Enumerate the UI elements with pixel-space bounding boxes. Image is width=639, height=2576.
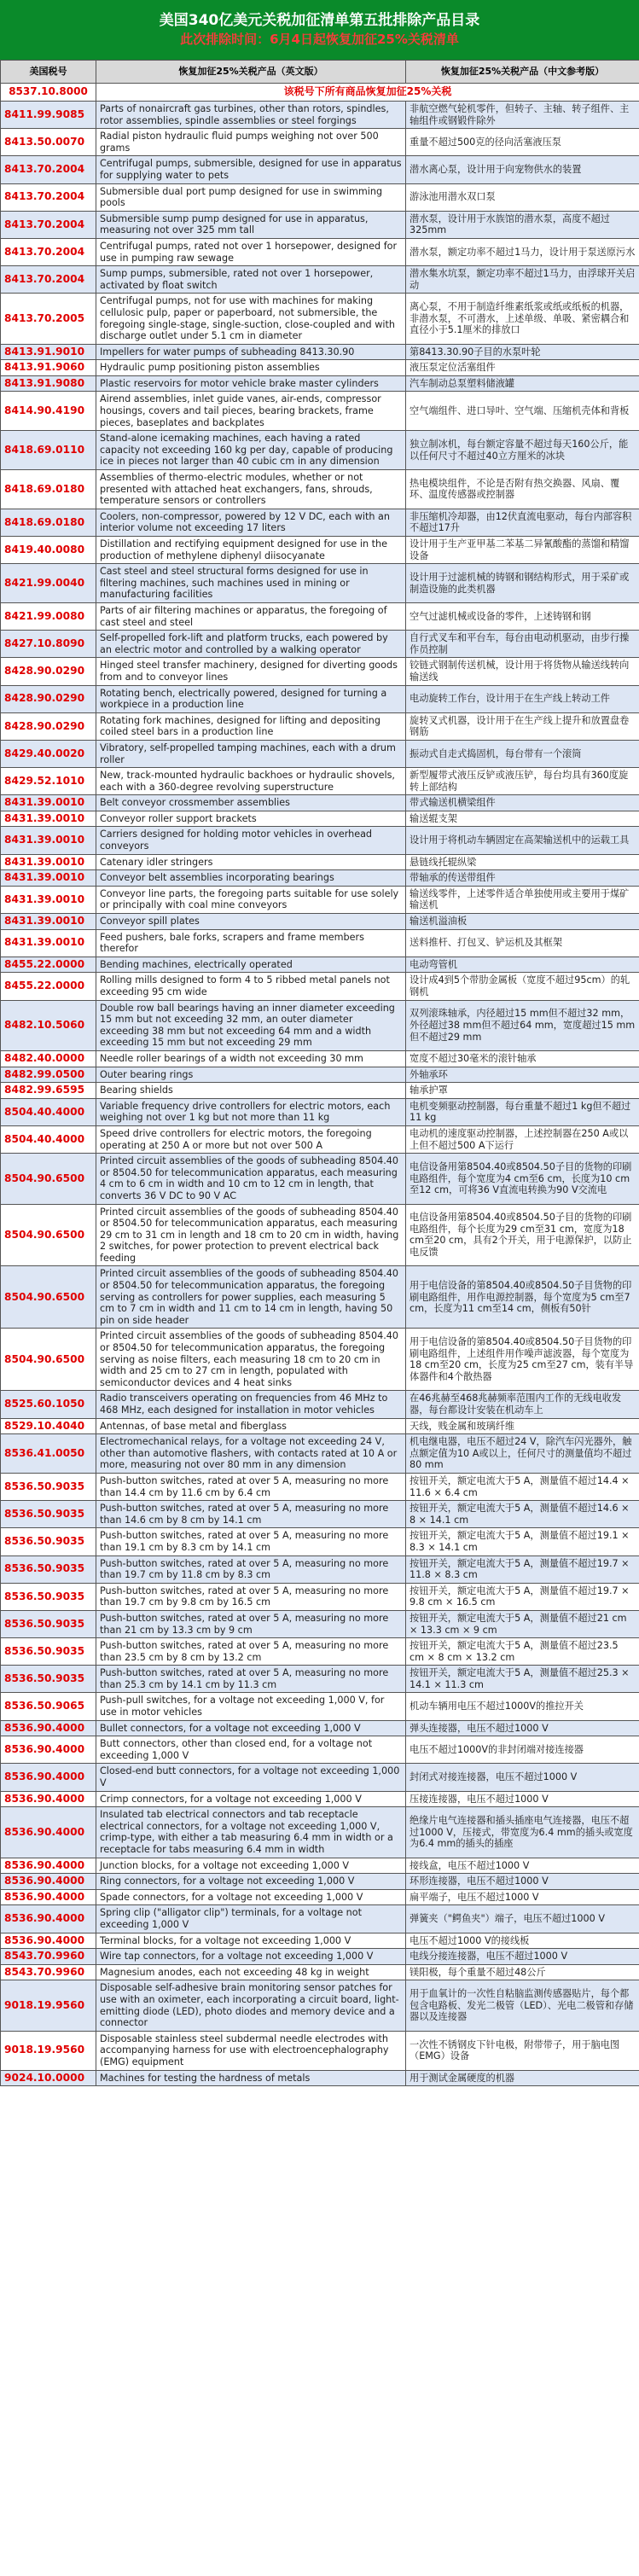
product-english-cell: Closed-end butt connectors, for a voltage not exceeding 1,000 V (96, 1764, 406, 1791)
hts-code-cell: 8543.70.9960 (1, 1964, 96, 1980)
table-row (1, 1666, 639, 1693)
product-chinese-cell: 轴承护罩 (406, 1083, 639, 1099)
table-row (1, 294, 639, 344)
product-chinese-cell: 环形连接器，电压不超过1000 V (406, 1874, 639, 1890)
product-english-cell: Bullet connectors, for a voltage not exceeding 1,000 V (96, 1720, 406, 1736)
product-english-cell: Junction blocks, for a voltage not exceeding 1,000 V (96, 1858, 406, 1874)
table-row (1, 1720, 639, 1736)
table-row (1, 1050, 639, 1067)
product-chinese-cell: 悬链线托辊纵梁 (406, 854, 639, 870)
product-english-cell: Push-button switches, rated at over 5 A, measuring no more than 19.1 cm by 8.3 cm by 14.1 cm (96, 1528, 406, 1555)
hts-code-cell: 8427.10.8090 (1, 631, 96, 658)
product-chinese-cell: 用于血氧计的一次性自粘脑监测传感器贴片，每个都包含电路板、发光二极管（LED）、光电二极管和存储器以及连接器 (406, 1980, 639, 2031)
table-row (1, 2070, 639, 2086)
hts-code-cell: 9024.10.0000 (1, 2070, 96, 2086)
header-hts-code: 美国税号 (1, 61, 96, 84)
hts-code-cell: 8536.50.9035 (1, 1501, 96, 1528)
table-row (1, 685, 639, 712)
product-english-cell: Push-button switches, rated at over 5 A, measuring no more than 14.6 cm by 8 cm by 14.1 cm (96, 1501, 406, 1528)
table-row (1, 973, 639, 1000)
hts-code-cell: 8431.39.0010 (1, 827, 96, 854)
product-chinese-cell: 潜水离心泵，设计用于向宠物供水的装置 (406, 156, 639, 183)
product-english-cell: Push-button switches, rated at over 5 A, measuring no more than 19.7 cm by 9.8 cm by 16.5 cm (96, 1583, 406, 1610)
table-row (1, 1964, 639, 1980)
hts-code-cell: 8421.99.0080 (1, 602, 96, 630)
product-chinese-cell: 压接连接器，电压不超过1000 V (406, 1791, 639, 1807)
tariff-exclusion-table (0, 60, 639, 2086)
product-english-cell: Hydraulic pump positioning piston assemblies (96, 360, 406, 376)
product-chinese-cell: 汽车制动总泵塑料储液罐 (406, 375, 639, 392)
hts-code-cell: 8413.70.2004 (1, 156, 96, 183)
product-english-cell: Push-button switches, rated at over 5 A, measuring no more than 25.3 cm by 14.1 cm by 11.3 cm (96, 1666, 406, 1693)
banner-subtitle: 此次排除时间：6月4日起恢复加征25%关税清单 (180, 32, 459, 47)
table-row (1, 827, 639, 854)
product-english-cell: Centrifugal pumps, not for use with machines for making cellulosic pulp, paper or paperboard, not submersible, the foregoing single-stage, single-suction, close-coupled and with discharge outlet under 5.1 cm in diameter (96, 294, 406, 344)
product-chinese-cell: 独立制冰机，每台额定容量不超过每天160公斤，能以任何尺寸不超过40立方厘米的冰块 (406, 431, 639, 470)
hts-code-cell: 8413.91.9080 (1, 375, 96, 392)
hts-code-cell: 8482.99.6595 (1, 1083, 96, 1099)
hts-code-cell: 8431.39.0010 (1, 811, 96, 827)
hts-code-cell: 8421.99.0040 (1, 564, 96, 603)
product-chinese-cell: 设计用于将机动车辆固定在高架输送机中的运载工具 (406, 827, 639, 854)
product-english-cell: Conveyor line parts, the foregoing parts suitable for use solely or principally with coal mine conveyors (96, 886, 406, 913)
product-chinese-cell: 潜水泵，额定功率不超过1马力，设计用于泵送原污水 (406, 238, 639, 265)
product-chinese-cell: 设计成4到5个带肋金属板（宽度不超过95cm）的轧钢机 (406, 973, 639, 1000)
table-body (1, 84, 639, 2086)
product-english-cell: Centrifugal pumps, submersible, designed for use in apparatus for supplying water to pets (96, 156, 406, 183)
hts-code-cell: 8413.70.2004 (1, 266, 96, 294)
hts-code-cell: 8504.40.4000 (1, 1098, 96, 1125)
product-english-cell: Spring clip ("alligator clip") terminals, for a voltage not exceeding 1,000 V (96, 1905, 406, 1933)
table-row (1, 1905, 639, 1933)
table-row (1, 957, 639, 973)
hts-code-cell: 8536.90.4000 (1, 1889, 96, 1905)
product-chinese-cell: 弹簧夹（"鳄鱼夹"）端子，电压不超过1000 V (406, 1905, 639, 1933)
product-chinese-cell: 非压缩机冷却器，由12伏直流电驱动，每台内部容积不超过17升 (406, 509, 639, 536)
hts-code-cell: 8455.22.0000 (1, 973, 96, 1000)
product-chinese-cell: 送料推杆、打包叉、铲运机及其框架 (406, 929, 639, 957)
product-chinese-cell: 输送辊支架 (406, 811, 639, 827)
product-chinese-cell: 电信设备用第8504.40或8504.50子目的货物的印刷电路组件，每个长度为29 cm至31 cm，宽度为18 cm至20 cm，具有2个开关，用于电源保护，以防止电反馈 (406, 1204, 639, 1266)
table-row (1, 1434, 639, 1474)
table-row (1, 564, 639, 603)
table-row (1, 658, 639, 685)
hts-code-cell: 8536.50.9035 (1, 1583, 96, 1610)
product-english-cell: Submersible dual port pump designed for use in swimming pools (96, 183, 406, 211)
table-row (1, 1067, 639, 1083)
table-row (1, 183, 639, 211)
product-chinese-cell: 电压不超过1000 V的接线板 (406, 1933, 639, 1949)
hts-code-cell: 8504.90.6500 (1, 1204, 96, 1266)
hts-code-cell: 8431.39.0010 (1, 854, 96, 870)
product-english-cell: Disposable stainless steel subdermal needle electrodes with accompanying harness for use with electroencephalography (EMG) equipment (96, 2031, 406, 2070)
product-english-cell: Radio transceivers operating on frequencies from 46 MHz to 468 MHz, each designed for installation in motor vehicles (96, 1391, 406, 1418)
hts-code-cell: 8536.50.9035 (1, 1473, 96, 1500)
product-chinese-cell: 用于电信设备的第8504.40或8504.50子目货物的印刷电路组件，上述组件用作噪声滤波器，每个宽度为18 cm至20 cm，长度为25 cm至27 cm，装有半导体器件和4个散热器 (406, 1329, 639, 1391)
product-chinese-cell: 绝缘片电气连接器和插头插座电气连接器，电压不超过1000 V，压接式，带宽度为6.4 mm的插头或宽度为6.4 mm的插头的插座 (406, 1807, 639, 1858)
product-chinese-cell: 按钮开关，额定电流大于5 A，测量值不超过14.4 × 11.6 × 6.4 cm (406, 1473, 639, 1500)
product-chinese-cell: 非航空燃气轮机零件，但转子、主轴、转子组件、主轴组件或钢锻件除外 (406, 102, 639, 129)
product-chinese-cell: 电动机的速度驱动控制器，上述控制器在250 A或以上但不超过500 A下运行 (406, 1125, 639, 1153)
table-row (1, 431, 639, 470)
table-row (1, 870, 639, 887)
product-english-cell: Push-pull switches, for a voltage not exceeding 1,000 V, for use in motor vehicles (96, 1693, 406, 1720)
hts-code-cell: 8525.60.1050 (1, 1391, 96, 1418)
table-row (1, 2031, 639, 2070)
table-row (1, 1949, 639, 1965)
table-row (1, 1391, 639, 1418)
table-row (1, 238, 639, 265)
table-row (1, 537, 639, 564)
table-row (1, 129, 639, 156)
hts-code-cell: 8431.39.0010 (1, 914, 96, 930)
hts-code-cell: 8536.41.0050 (1, 1434, 96, 1474)
table-row (1, 811, 639, 827)
product-chinese-cell: 按钮开关，额定电流大于5 A，测量值不超过14.6 × 8 × 14.1 cm (406, 1501, 639, 1528)
product-english-cell: Push-button switches, rated at over 5 A, measuring no more than 14.4 cm by 11.6 cm by 6.4 cm (96, 1473, 406, 1500)
hts-code-cell: 8431.39.0010 (1, 929, 96, 957)
product-english-cell: Wire tap connectors, for a voltage not exceeding 1,000 V (96, 1949, 406, 1965)
table-row (1, 375, 639, 392)
product-english-cell: Belt conveyor crossmember assemblies (96, 795, 406, 811)
table-row (1, 344, 639, 360)
hts-code-cell: 8428.90.0290 (1, 712, 96, 740)
product-chinese-cell: 双列滚珠轴承，内径超过15 mm但不超过32 mm，外径超过38 mm但不超过64 mm，宽度超过15 mm但不超过29 mm (406, 1000, 639, 1050)
product-english-cell: Terminal blocks, for a voltage not exceeding 1,000 V (96, 1933, 406, 1949)
product-english-cell: Insulated tab electrical connectors and tab receptacle electrical connectors, for a voltage not exceeding 1,000 V, crimp-type, with either a tab measuring 6.4 mm in width or a receptacle for tabs measuring 6.4 mm in width (96, 1807, 406, 1858)
table-row (1, 1501, 639, 1528)
product-english-cell: Double row ball bearings having an inner diameter exceeding 15 mm but not exceeding 32 mm, an outer diameter exceeding 38 mm but not exceeding 64 mm and a width exceeding 15 mm but not exceeding 29 mm (96, 1000, 406, 1050)
hts-code-cell: 8429.52.1010 (1, 768, 96, 795)
product-chinese-cell: 游泳池用潜水双口泵 (406, 183, 639, 211)
banner-title: 美国340亿美元关税加征清单第五批排除产品目录 (159, 12, 480, 29)
product-english-cell: Centrifugal pumps, rated not over 1 horsepower, designed for use in pumping raw sewage (96, 238, 406, 265)
product-english-cell: Feed pushers, bale forks, scrapers and frame members therefor (96, 929, 406, 957)
table-row (1, 631, 639, 658)
product-english-cell: Magnesium anodes, each not exceeding 48 kg in weight (96, 1964, 406, 1980)
product-chinese-cell: 电线分接连接器，电压不超过1000 V (406, 1949, 639, 1965)
hts-code-cell: 8482.99.0500 (1, 1067, 96, 1083)
product-chinese-cell: 第8413.30.90子目的水泵叶轮 (406, 344, 639, 360)
table-row (1, 1098, 639, 1125)
header-product-chinese: 恢复加征25%关税产品（中文参考版） (406, 61, 639, 84)
product-chinese-cell: 在46兆赫至468兆赫频率范围内工作的无线电收发器，每台都设计安装在机动车上 (406, 1391, 639, 1418)
table-row (1, 1610, 639, 1637)
hts-code-cell: 8411.99.9085 (1, 102, 96, 129)
product-chinese-cell: 自行式叉车和平台车，每台由电动机驱动，由步行操作员控制 (406, 631, 639, 658)
table-row (1, 1125, 639, 1153)
table-row (1, 1583, 639, 1610)
product-chinese-cell: 按钮开关，额定电流大于5 A，测量值不超过23.5 cm × 8 cm × 13.2 cm (406, 1638, 639, 1666)
product-english-cell: Variable frequency drive controllers for electric motors, each weighing not over 1 kg but not more than 11 kg (96, 1098, 406, 1125)
product-english-cell: Impellers for water pumps of subheading 8413.30.90 (96, 344, 406, 360)
hts-code-cell: 8413.91.9060 (1, 360, 96, 376)
product-english-cell: Airend assemblies, inlet guide vanes, air-ends, compressor housings, covers and tail pieces, bearing brackets, frame pieces, baseplates and backplates (96, 392, 406, 431)
product-english-cell: Printed circuit assemblies of the goods of subheading 8504.40 or 8504.50 for telecommunication apparatus, the foregoing serving as noise filters, each measuring 18 cm to 20 cm in width and 25 cm to 27 cm in length, populated with semiconductor devices and 4 heat sinks (96, 1329, 406, 1391)
product-chinese-cell: 潜水泵，设计用于水族馆的潜水泵，高度不超过325mm (406, 211, 639, 238)
product-english-cell: Rotating bench, electrically powered, designed for turning a workpiece in a production line (96, 685, 406, 712)
hts-code-cell: 9018.19.9560 (1, 2031, 96, 2070)
hts-code-cell: 8536.90.4000 (1, 1874, 96, 1890)
table-row (1, 1874, 639, 1890)
hts-code-cell: 8428.90.0290 (1, 685, 96, 712)
table-row (1, 1764, 639, 1791)
page-banner (0, 0, 639, 60)
hts-code-cell: 8536.50.9035 (1, 1528, 96, 1555)
product-chinese-cell: 带轴承的传送带组件 (406, 870, 639, 887)
product-english-cell: Bending machines, electrically operated (96, 957, 406, 973)
hts-code-cell: 8536.50.9035 (1, 1610, 96, 1637)
product-chinese-cell: 机动车辆用电压不超过1000V的推拉开关 (406, 1693, 639, 1720)
product-chinese-cell: 按钮开关，额定电流大于5 A，测量值不超过19.7 × 11.8 × 8.3 cm (406, 1555, 639, 1583)
product-english-cell: Outer bearing rings (96, 1067, 406, 1083)
product-english-cell: Conveyor roller support brackets (96, 811, 406, 827)
product-english-cell: Rotating fork machines, designed for lifting and depositing coiled steel bars in a production line (96, 712, 406, 740)
product-chinese-cell: 铰链式钢制传送机械，设计用于将货物从输送线转向输送线 (406, 658, 639, 685)
hts-code-cell: 8543.70.9960 (1, 1949, 96, 1965)
hts-code-cell: 8504.90.6500 (1, 1266, 96, 1329)
hts-code-cell: 8536.50.9035 (1, 1555, 96, 1583)
table-row (1, 470, 639, 509)
product-chinese-cell: 电机变频驱动控制器，每台重量不超过1 kg但不超过11 kg (406, 1098, 639, 1125)
product-english-cell: Self-propelled fork-lift and platform trucks, each powered by an electric motor and controlled by a walking operator (96, 631, 406, 658)
product-chinese-cell: 外轴承环 (406, 1067, 639, 1083)
table-row (1, 156, 639, 183)
product-chinese-cell: 按钮开关，额定电流大于5 A，测量值不超过19.7 × 9.8 cm × 16.5 cm (406, 1583, 639, 1610)
hts-code-cell: 8413.70.2005 (1, 294, 96, 344)
hts-code-cell: 8536.90.4000 (1, 1720, 96, 1736)
hts-code-cell: 8429.40.0020 (1, 740, 96, 767)
product-chinese-cell: 按钮开关，额定电流大于5 A，测量值不超过19.1 × 8.3 × 14.1 cm (406, 1528, 639, 1555)
hts-code-cell: 8536.90.4000 (1, 1933, 96, 1949)
product-english-cell: Cast steel and steel structural forms designed for use in filtering machines, such machines used in mining or manufacturing facilities (96, 564, 406, 603)
table-row (1, 1204, 639, 1266)
table-row (1, 84, 639, 102)
hts-code-cell: 8419.40.0080 (1, 537, 96, 564)
hts-code-cell: 8431.39.0010 (1, 870, 96, 887)
table-row (1, 795, 639, 811)
table-row (1, 509, 639, 536)
product-chinese-cell: 输送线零件，上述零件适合单独使用或主要用于煤矿输送机 (406, 886, 639, 913)
hts-code-cell: 8413.91.9010 (1, 344, 96, 360)
table-row (1, 266, 639, 294)
table-row (1, 1473, 639, 1500)
product-chinese-cell: 空气过滤机械或设备的零件，上述铸钢和钢 (406, 602, 639, 630)
hts-code-cell: 8413.70.2004 (1, 183, 96, 211)
hts-code-cell: 8536.50.9035 (1, 1638, 96, 1666)
table-row (1, 360, 639, 376)
hts-code-cell: 8536.50.9065 (1, 1693, 96, 1720)
product-english-cell: Hinged steel transfer machinery, designed for diverting goods from and to conveyor lines (96, 658, 406, 685)
product-chinese-cell: 液压泵定位活塞组件 (406, 360, 639, 376)
hts-code-cell: 8536.90.4000 (1, 1807, 96, 1858)
table-row (1, 1329, 639, 1391)
product-chinese-cell: 天线，贱金属和玻璃纤维 (406, 1418, 639, 1434)
product-chinese-cell: 潜水集水坑泵，额定功率不超过1马力，由浮球开关启动 (406, 266, 639, 294)
product-english-cell: Rolling mills designed to form 4 to 5 ribbed metal panels not exceeding 95 cm wide (96, 973, 406, 1000)
product-english-cell: Conveyor spill plates (96, 914, 406, 930)
table-row (1, 392, 639, 431)
hts-code-cell: 8504.90.6500 (1, 1329, 96, 1391)
table-row (1, 1528, 639, 1555)
table-row (1, 886, 639, 913)
table-row (1, 1266, 639, 1329)
product-chinese-cell: 电动旋转工作台，设计用于在生产线上转动工件 (406, 685, 639, 712)
hts-code-cell: 9018.19.9560 (1, 1980, 96, 2031)
table-row (1, 1807, 639, 1858)
table-row (1, 102, 639, 129)
hts-code-cell: 8414.90.4190 (1, 392, 96, 431)
product-english-cell: Stand-alone icemaking machines, each having a rated capacity not exceeding 160 kg per day, capable of producing ice in pieces not larger than 40 cubic cm in any dimension (96, 431, 406, 470)
product-english-cell: Parts of nonaircraft gas turbines, other than rotors, spindles, rotor assemblies, spindle assemblies or steel forgings (96, 102, 406, 129)
table-row (1, 1555, 639, 1583)
product-chinese-cell: 新型履带式液压反铲或液压铲，每台均具有360度旋转上部结构 (406, 768, 639, 795)
table-header-row (1, 61, 639, 84)
all-products-note: 该税号下所有商品恢复加征25%关税 (96, 84, 639, 102)
table-row (1, 1858, 639, 1874)
product-chinese-cell: 设计用于生产亚甲基二苯基二异氰酸酯的蒸馏和精馏设备 (406, 537, 639, 564)
product-chinese-cell: 镁阳极，每个重量不超过48公斤 (406, 1964, 639, 1980)
table-row (1, 914, 639, 930)
table-row (1, 740, 639, 767)
product-english-cell: Printed circuit assemblies of the goods of subheading 8504.40 or 8504.50 for telecommunication apparatus, each measuring 29 cm to 31 cm in length and 18 cm to 20 cm in width, having 2 switches, for power protection to prevent electrical back feeding (96, 1204, 406, 1266)
product-chinese-cell: 封闭式对接连接器，电压不超过1000 V (406, 1764, 639, 1791)
product-chinese-cell: 一次性不锈钢皮下针电极，附带带子，用于脑电图（EMG）设备 (406, 2031, 639, 2070)
product-english-cell: Push-button switches, rated at over 5 A, measuring no more than 19.7 cm by 11.8 cm by 8.3 cm (96, 1555, 406, 1583)
product-english-cell: Electromechanical relays, for a voltage not exceeding 24 V, other than automotive flashers, with contacts rated at 10 A or more, measuring not over 80 mm in any dimension (96, 1434, 406, 1474)
product-english-cell: Speed drive controllers for electric motors, the foregoing operating at 250 A or more but not over 500 A (96, 1125, 406, 1153)
product-english-cell: Ring connectors, for a voltage not exceeding 1,000 V (96, 1874, 406, 1890)
product-chinese-cell: 重量不超过500克的径向活塞液压泵 (406, 129, 639, 156)
product-english-cell: Coolers, non-compressor, powered by 12 V DC, each with an interior volume not exceeding 17 liters (96, 509, 406, 536)
hts-code-cell: 8536.50.9035 (1, 1666, 96, 1693)
product-english-cell: Vibratory, self-propelled tamping machines, each with a drum roller (96, 740, 406, 767)
table-row (1, 1154, 639, 1204)
table-row (1, 1889, 639, 1905)
product-english-cell: Bearing shields (96, 1083, 406, 1099)
table-row (1, 1791, 639, 1807)
product-chinese-cell: 电压不超过1000V的非封闭端对接连接器 (406, 1736, 639, 1764)
table-row (1, 602, 639, 630)
product-chinese-cell: 离心泵，不用于制造纤维素纸浆或纸或纸板的机器，非潜水泵，不可潜水，上述单级、单吸、紧密耦合和直径小于5.1厘米的排放口 (406, 294, 639, 344)
product-english-cell: Submersible sump pump designed for use in apparatus, measuring not over 325 mm tall (96, 211, 406, 238)
table-row (1, 1083, 639, 1099)
product-chinese-cell: 设计用于过滤机械的铸钢和钢结构形式，用于采矿或制造设施的此类机器 (406, 564, 639, 603)
product-english-cell: Crimp connectors, for a voltage not exceeding 1,000 V (96, 1791, 406, 1807)
product-english-cell: Parts of air filtering machines or apparatus, the foregoing of cast steel and steel (96, 602, 406, 630)
product-chinese-cell: 热电模块组件，不论是否附有热交换器、风扇、覆环、温度传感器或控制器 (406, 470, 639, 509)
hts-code-cell: 8536.90.4000 (1, 1764, 96, 1791)
product-chinese-cell: 宽度不超过30毫米的滚针轴承 (406, 1050, 639, 1067)
product-chinese-cell: 空气端组件、进口导叶、空气端、压缩机壳体和背板 (406, 392, 639, 431)
table-row (1, 211, 639, 238)
product-english-cell: Machines for testing the hardness of metals (96, 2070, 406, 2086)
product-english-cell: Sump pumps, submersible, rated not over 1 horsepower, activated by float switch (96, 266, 406, 294)
product-english-cell: Needle roller bearings of a width not exceeding 30 mm (96, 1050, 406, 1067)
product-english-cell: Spade connectors, for a voltage not exceeding 1,000 V (96, 1889, 406, 1905)
table-row (1, 854, 639, 870)
product-english-cell: Printed circuit assemblies of the goods of subheading 8504.40 or 8504.50 for telecommunication apparatus, each measuring 4 cm to 6 cm in width and 10 cm to 12 cm in length, that converts 36 V DC to 90 V AC (96, 1154, 406, 1204)
hts-code-cell: 8413.70.2004 (1, 211, 96, 238)
product-chinese-cell: 机电继电器，电压不超过24 V，除汽车闪光器外，触点额定值为10 A或以上，任何尺寸的测量值均不超过80 mm (406, 1434, 639, 1474)
hts-code-cell: 8536.90.4000 (1, 1736, 96, 1764)
product-english-cell: Conveyor belt assemblies incorporating bearings (96, 870, 406, 887)
table-row (1, 768, 639, 795)
hts-code-cell: 8504.40.4000 (1, 1125, 96, 1153)
product-english-cell: Disposable self-adhesive brain monitoring sensor patches for use with an oximeter, each incorporating a circuit board, light-emitting diode (LED), photo diodes and memory device and a connector (96, 1980, 406, 2031)
product-english-cell: Printed circuit assemblies of the goods of subheading 8504.40 or 8504.50 for telecommunication apparatus, the foregoing serving as controllers for power supplies, each measuring 5 cm to 7 cm in width and 11 cm to 14 cm in length, having 50 pin on side header (96, 1266, 406, 1329)
product-english-cell: Push-button switches, rated at over 5 A, measuring no more than 23.5 cm by 8 cm by 13.2 cm (96, 1638, 406, 1666)
product-english-cell: Carriers designed for holding motor vehicles in overhead conveyors (96, 827, 406, 854)
product-chinese-cell: 扁平端子，电压不超过1000 V (406, 1889, 639, 1905)
table-row (1, 1418, 639, 1434)
product-chinese-cell: 用于电信设备的第8504.40或8504.50子目货物的印刷电路组件，用作电源控制器，每个宽度为5 cm至7 cm，长度为11 cm至14 cm，侧板有50针 (406, 1266, 639, 1329)
product-english-cell: Antennas, of base metal and fiberglass (96, 1418, 406, 1434)
hts-code-cell: 8536.90.4000 (1, 1791, 96, 1807)
table-row (1, 1638, 639, 1666)
product-english-cell: Plastic reservoirs for motor vehicle brake master cylinders (96, 375, 406, 392)
hts-code-cell: 8418.69.0180 (1, 509, 96, 536)
product-chinese-cell: 接线盒，电压不超过1000 V (406, 1858, 639, 1874)
product-chinese-cell: 输送机溢油板 (406, 914, 639, 930)
product-chinese-cell: 用于测试金属硬度的机器 (406, 2070, 639, 2086)
table-row (1, 929, 639, 957)
hts-code-cell: 8504.90.6500 (1, 1154, 96, 1204)
product-english-cell: Assemblies of thermo-electric modules, whether or not presented with attached heat exchangers, fans, shrouds, temperature sensors or controllers (96, 470, 406, 509)
product-chinese-cell: 带式输送机横梁组件 (406, 795, 639, 811)
hts-code-cell: 8529.10.4040 (1, 1418, 96, 1434)
hts-code-cell: 8413.50.0070 (1, 129, 96, 156)
table-row (1, 712, 639, 740)
hts-code-cell: 8431.39.0010 (1, 886, 96, 913)
hts-code-cell: 8418.69.0110 (1, 431, 96, 470)
product-chinese-cell: 旋转叉式机器，设计用于在生产线上提升和放置盘卷钢筋 (406, 712, 639, 740)
hts-code-cell: 8455.22.0000 (1, 957, 96, 973)
product-chinese-cell: 电信设备用第8504.40或8504.50子目的货物的印刷电路组件，每个宽度为4 cm至6 cm，长度为10 cm至12 cm，可将36 V直流电转换为90 V交流电 (406, 1154, 639, 1204)
product-english-cell: Catenary idler stringers (96, 854, 406, 870)
hts-code-cell: 8428.90.0290 (1, 658, 96, 685)
header-product-english: 恢复加征25%关税产品（英文版） (96, 61, 406, 84)
product-english-cell: Distillation and rectifying equipment designed for use in the production of methylene diphenyl diisocyanate (96, 537, 406, 564)
hts-code-cell: 8431.39.0010 (1, 795, 96, 811)
product-english-cell: Push-button switches, rated at over 5 A, measuring no more than 21 cm by 13.3 cm by 9 cm (96, 1610, 406, 1637)
product-english-cell: Radial piston hydraulic fluid pumps weighing not over 500 grams (96, 129, 406, 156)
hts-code-cell: 8537.10.8000 (1, 84, 96, 102)
hts-code-cell: 8482.40.0000 (1, 1050, 96, 1067)
hts-code-cell: 8536.90.4000 (1, 1858, 96, 1874)
product-chinese-cell: 按钮开关，额定电流大于5 A，测量值不超过25.3 × 14.1 × 11.3 cm (406, 1666, 639, 1693)
product-chinese-cell: 弹头连接器，电压不超过1000 V (406, 1720, 639, 1736)
product-chinese-cell: 振动式自走式捣固机，每台带有一个滚筒 (406, 740, 639, 767)
table-row (1, 1933, 639, 1949)
table-row (1, 1693, 639, 1720)
table-row (1, 1000, 639, 1050)
hts-code-cell: 8413.70.2004 (1, 238, 96, 265)
product-english-cell: Butt connectors, other than closed end, for a voltage not exceeding 1,000 V (96, 1736, 406, 1764)
hts-code-cell: 8418.69.0180 (1, 470, 96, 509)
product-chinese-cell: 电动弯管机 (406, 957, 639, 973)
product-chinese-cell: 按钮开关，额定电流大于5 A，测量值不超过21 cm × 13.3 cm × 9 cm (406, 1610, 639, 1637)
table-row (1, 1980, 639, 2031)
table-row (1, 1736, 639, 1764)
product-english-cell: New, track-mounted hydraulic backhoes or hydraulic shovels, each with a 360-degree revolving superstructure (96, 768, 406, 795)
hts-code-cell: 8482.10.5060 (1, 1000, 96, 1050)
hts-code-cell: 8536.90.4000 (1, 1905, 96, 1933)
